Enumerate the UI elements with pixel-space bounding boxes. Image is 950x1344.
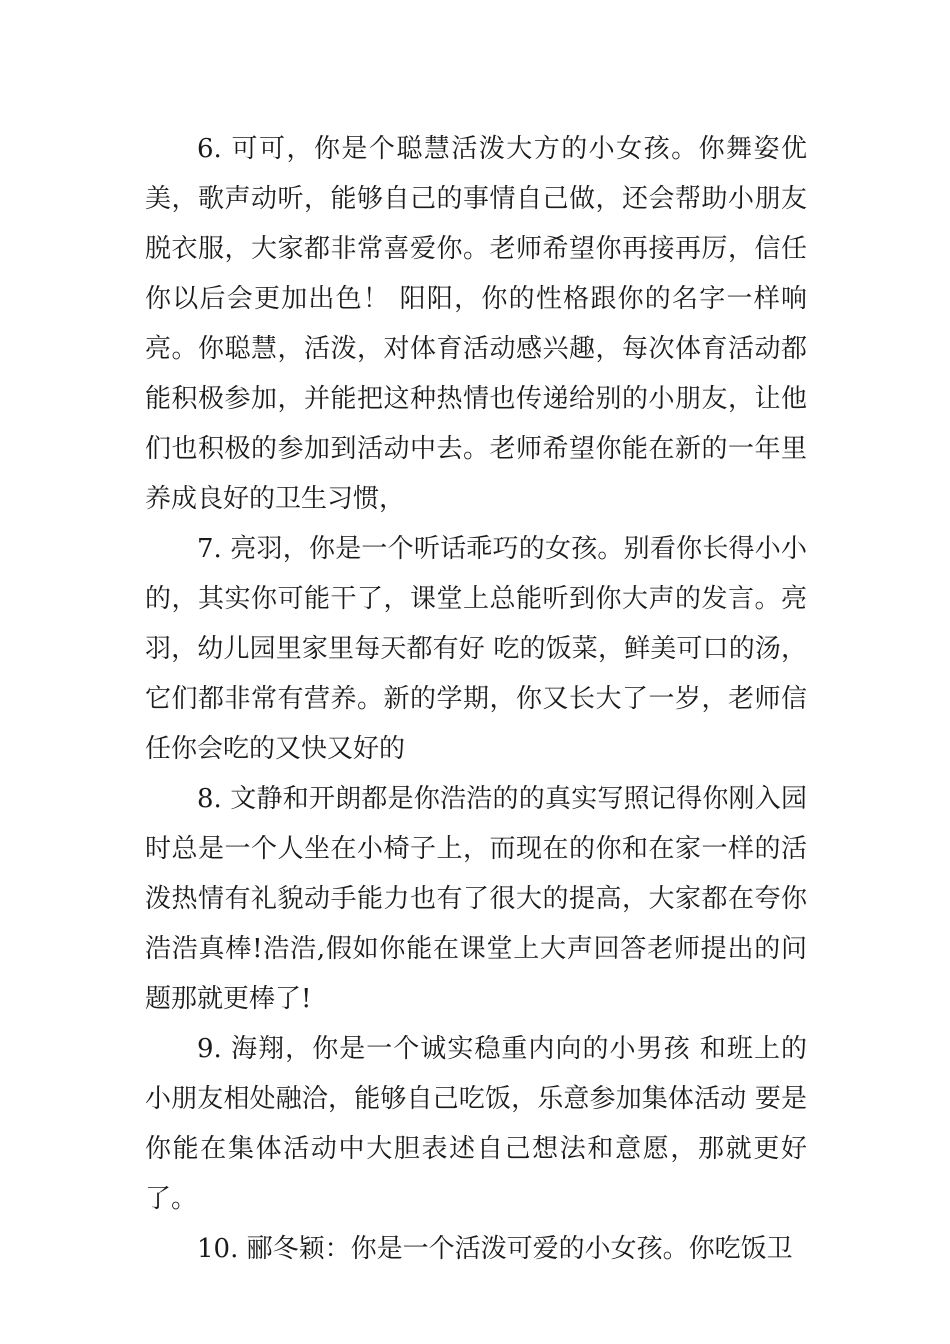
paragraph-item-6: 6. 可可，你是个聪慧活泼大方的小女孩。你舞姿优美，歌声动听，能够自己的事情自己做，还会帮助小朋友脱衣服，大家都非常喜爱你。老师希望你再接再厉，信任你以后会更加出色！ 阳阳，你的性格跟你的名字一样响亮。你聪慧，活泼，对体育活动感兴趣，每次体育活动都能积极参加，并能把这种热情也传递给别的小朋友，让他们也积极的参加到活动中去。老师希望你能在新的一年里养成良好的卫生习惯， bbox=[145, 134, 807, 514]
document-body bbox=[145, 124, 807, 1274]
paragraph-item-7: 7. 亮羽，你是一个听话乖巧的女孩。别看你长得小小的，其实你可能干了，课堂上总能听到你大声的发言。亮羽，幼儿园里家里每天都有好 吃的饭菜，鲜美可口的汤，它们都非常有营养。新的学期，你又长大了一岁，老师信任你会吃的又快又好的 bbox=[145, 534, 807, 764]
paragraph-item-10: 10. 郦冬颖：你是一个活泼可爱的小女孩。你吃饭卫 bbox=[197, 1234, 793, 1264]
paragraph-item-8: 8. 文静和开朗都是你浩浩的的真实写照记得你刚入园时总是一个人坐在小椅子上，而现在的你和在家一样的活泼热情有礼貌动手能力也有了很大的提高，大家都在夸你浩浩真棒!浩浩,假如你能在课堂上大声回答老师提出的问题那就更棒了! bbox=[145, 784, 807, 1014]
paragraph-item-9: 9. 海翔，你是一个诚实稳重内向的小男孩 和班上的小朋友相处融洽，能够自己吃饭，乐意参加集体活动 要是你能在集体活动中大胆表述自己想法和意愿，那就更好了。 bbox=[145, 1034, 807, 1214]
